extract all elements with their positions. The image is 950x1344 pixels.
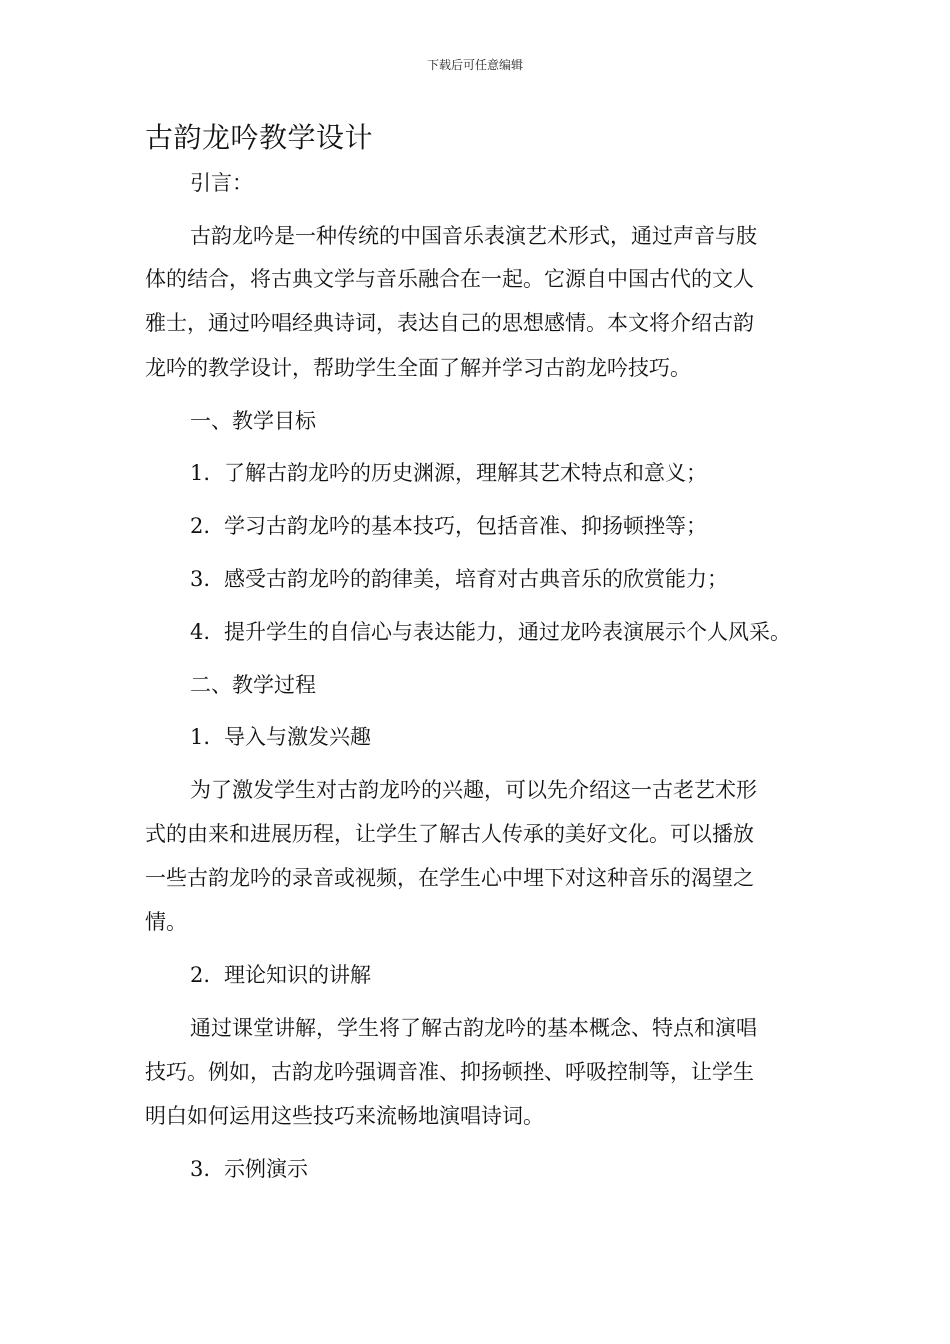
line-text: 二、教学过程 <box>190 673 316 697</box>
page-header: 下载后可任意编辑 <box>426 58 523 72</box>
line-text: 技巧。例如，古韵龙吟强调音准、抑扬顿挫、呼吸控制等，让学生 <box>145 1060 754 1084</box>
line-text: 感受古韵龙吟的韵律美，培育对古典音乐的欣赏能力； <box>224 567 728 591</box>
list-item-number: 1. <box>190 725 211 749</box>
list-item <box>190 722 371 752</box>
paragraph-line <box>190 670 316 700</box>
document-title: 古韵龙吟教学设计 <box>145 121 374 154</box>
paragraph-line <box>145 863 754 893</box>
list-item-number: 2. <box>190 514 211 538</box>
paragraph-line <box>190 775 757 805</box>
list-item-number: 3. <box>190 1157 211 1181</box>
paragraph-line <box>145 907 187 937</box>
paragraph-line <box>190 221 757 251</box>
line-text: 情。 <box>145 910 187 934</box>
line-text: 古韵龙吟是一种传统的中国音乐表演艺术形式，通过声音与肢 <box>190 224 757 248</box>
list-item-number: 1. <box>190 461 211 485</box>
line-text: 导入与激发兴趣 <box>224 725 371 749</box>
paragraph-line <box>145 1101 544 1131</box>
line-text: 龙吟的教学设计，帮助学生全面了解并学习古韵龙吟技巧。 <box>145 356 691 380</box>
line-text: 明白如何运用这些技巧来流畅地演唱诗词。 <box>145 1104 544 1128</box>
list-item <box>190 960 371 990</box>
list-item <box>190 617 791 647</box>
list-item-number: 2. <box>190 963 211 987</box>
paragraph-line <box>190 1013 757 1043</box>
line-text: 为了激发学生对古韵龙吟的兴趣，可以先介绍这一古老艺术形 <box>190 778 757 802</box>
line-text: 引言： <box>190 171 253 195</box>
line-text: 提升学生的自信心与表达能力，通过龙吟表演展示个人风采。 <box>224 620 791 644</box>
line-text: 一些古韵龙吟的录音或视频，在学生心中埋下对这种音乐的渴望之 <box>145 866 754 890</box>
line-text: 学习古韵龙吟的基本技巧，包括音准、抑扬顿挫等； <box>224 514 707 538</box>
line-text: 了解古韵龙吟的历史渊源，理解其艺术特点和意义； <box>224 461 707 485</box>
paragraph-line <box>145 264 754 294</box>
list-item-number: 3. <box>190 567 211 591</box>
list-item <box>190 458 707 488</box>
list-item <box>190 1154 308 1184</box>
paragraph-line <box>145 308 754 338</box>
line-text: 体的结合，将古典文学与音乐融合在一起。它源自中国古代的文人 <box>145 267 754 291</box>
line-text: 雅士，通过吟唱经典诗词，表达自己的思想感情。本文将介绍古韵 <box>145 311 754 335</box>
line-text: 通过课堂讲解，学生将了解古韵龙吟的基本概念、特点和演唱 <box>190 1016 757 1040</box>
list-item <box>190 564 728 594</box>
paragraph-line <box>145 353 691 383</box>
line-text: 一、教学目标 <box>190 409 316 433</box>
paragraph-line <box>190 168 253 198</box>
list-item <box>190 511 707 541</box>
line-text: 理论知识的讲解 <box>224 963 371 987</box>
line-text: 示例演示 <box>224 1157 308 1181</box>
line-text: 式的由来和进展历程，让学生了解古人传承的美好文化。可以播放 <box>145 822 754 846</box>
paragraph-line <box>145 1057 754 1087</box>
list-item-number: 4. <box>190 620 211 644</box>
paragraph-line <box>190 406 316 436</box>
paragraph-line <box>145 819 754 849</box>
